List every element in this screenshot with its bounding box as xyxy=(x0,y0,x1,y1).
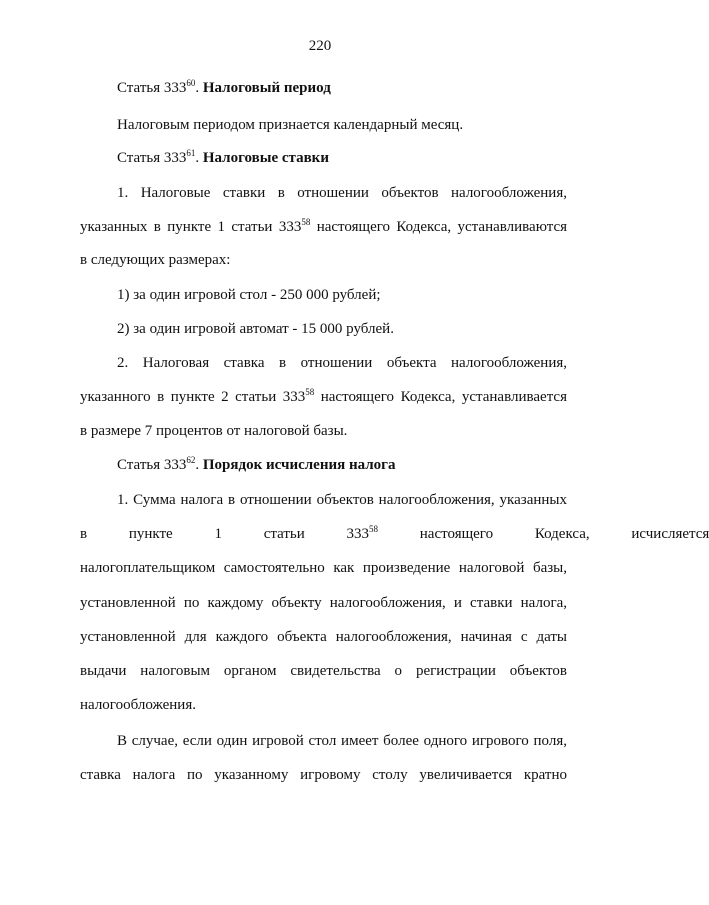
article-61-sup: 61 xyxy=(186,148,196,158)
article-61-p1-line3: в следующих размерах: xyxy=(80,252,231,268)
page-number: 220 xyxy=(308,38,332,54)
article-62-prefix: Статья 333 xyxy=(117,457,187,473)
article-61-p2-line1: 2. Налоговая ставка в отношении объекта налогообложения, xyxy=(117,355,567,371)
article-61-prefix: Статья 333 xyxy=(117,150,187,166)
article-62-heading xyxy=(117,455,567,475)
article-62-p1-line2 xyxy=(80,524,709,544)
article-61-p1-line1: 1. Налоговые ставки в отношении объектов налогообложения, xyxy=(117,185,567,201)
article-62-p1-line1: 1. Сумма налога в отношении объектов налогообложения, указанных xyxy=(117,492,567,508)
article-62-p1-line5: установленной для каждого объекта налогообложения, начиная с даты xyxy=(80,629,567,645)
article-61-heading xyxy=(117,148,567,168)
article-61-title: Налоговые ставки xyxy=(202,150,329,166)
article-62-p1-line7: налогообложения. xyxy=(80,697,196,713)
article-61-item2: 2) за один игровой автомат - 15 000 рублей. xyxy=(117,321,394,337)
article-60-dot: . xyxy=(195,80,203,96)
article-62-p2-line2: ставка налога по указанному игровому столу увеличивается кратно xyxy=(80,767,567,783)
article-62-p1-line3: налогоплательщиком самостоятельно как произведение налоговой базы, xyxy=(80,560,567,576)
article-61-p2-line2 xyxy=(80,387,567,407)
article-62-p1-line6: выдачи налоговым органом свидетельства о регистрации объектов xyxy=(80,663,567,679)
article-61-p1-line2-sup: 58 xyxy=(301,217,311,227)
article-61-p1-line2-a: указанных в пункте 1 статьи 333 xyxy=(80,219,302,235)
article-60-sup: 60 xyxy=(186,78,196,88)
article-62-p1-line2-b: настоящего Кодекса, исчисляется xyxy=(378,526,709,542)
article-62-p1-line2-a: в пункте 1 статьи 333 xyxy=(80,526,370,542)
article-60-text: Налоговым периодом признается календарный месяц. xyxy=(117,117,464,133)
article-60-heading xyxy=(117,78,567,98)
article-60-prefix: Статья 333 xyxy=(117,80,187,96)
article-62-p2-line1: В случае, если один игровой стол имеет более одного игрового поля, xyxy=(117,733,567,749)
article-61-p1-line2 xyxy=(80,217,567,237)
article-62-p1-line4: установленной по каждому объекту налогообложения, и ставки налога, xyxy=(80,595,567,611)
article-61-item1: 1) за один игровой стол - 250 000 рублей; xyxy=(117,287,381,303)
article-62-p1-line2-sup: 58 xyxy=(369,524,379,534)
article-61-p2-line2-sup: 58 xyxy=(305,387,315,397)
article-61-p2-line2-b: настоящего Кодекса, устанавливается xyxy=(314,389,567,405)
article-61-dot: . xyxy=(195,150,203,166)
article-62-sup: 62 xyxy=(186,455,196,465)
article-62-dot: . xyxy=(195,457,203,473)
article-61-p2-line2-a: указанного в пункте 2 статьи 333 xyxy=(80,389,306,405)
article-61-p1-line2-b: настоящего Кодекса, устанавливаются xyxy=(310,219,568,235)
article-60-title: Налоговый период xyxy=(202,80,331,96)
article-61-p2-line3: в размере 7 процентов от налоговой базы. xyxy=(80,423,348,439)
article-62-title: Порядок исчисления налога xyxy=(202,457,396,473)
